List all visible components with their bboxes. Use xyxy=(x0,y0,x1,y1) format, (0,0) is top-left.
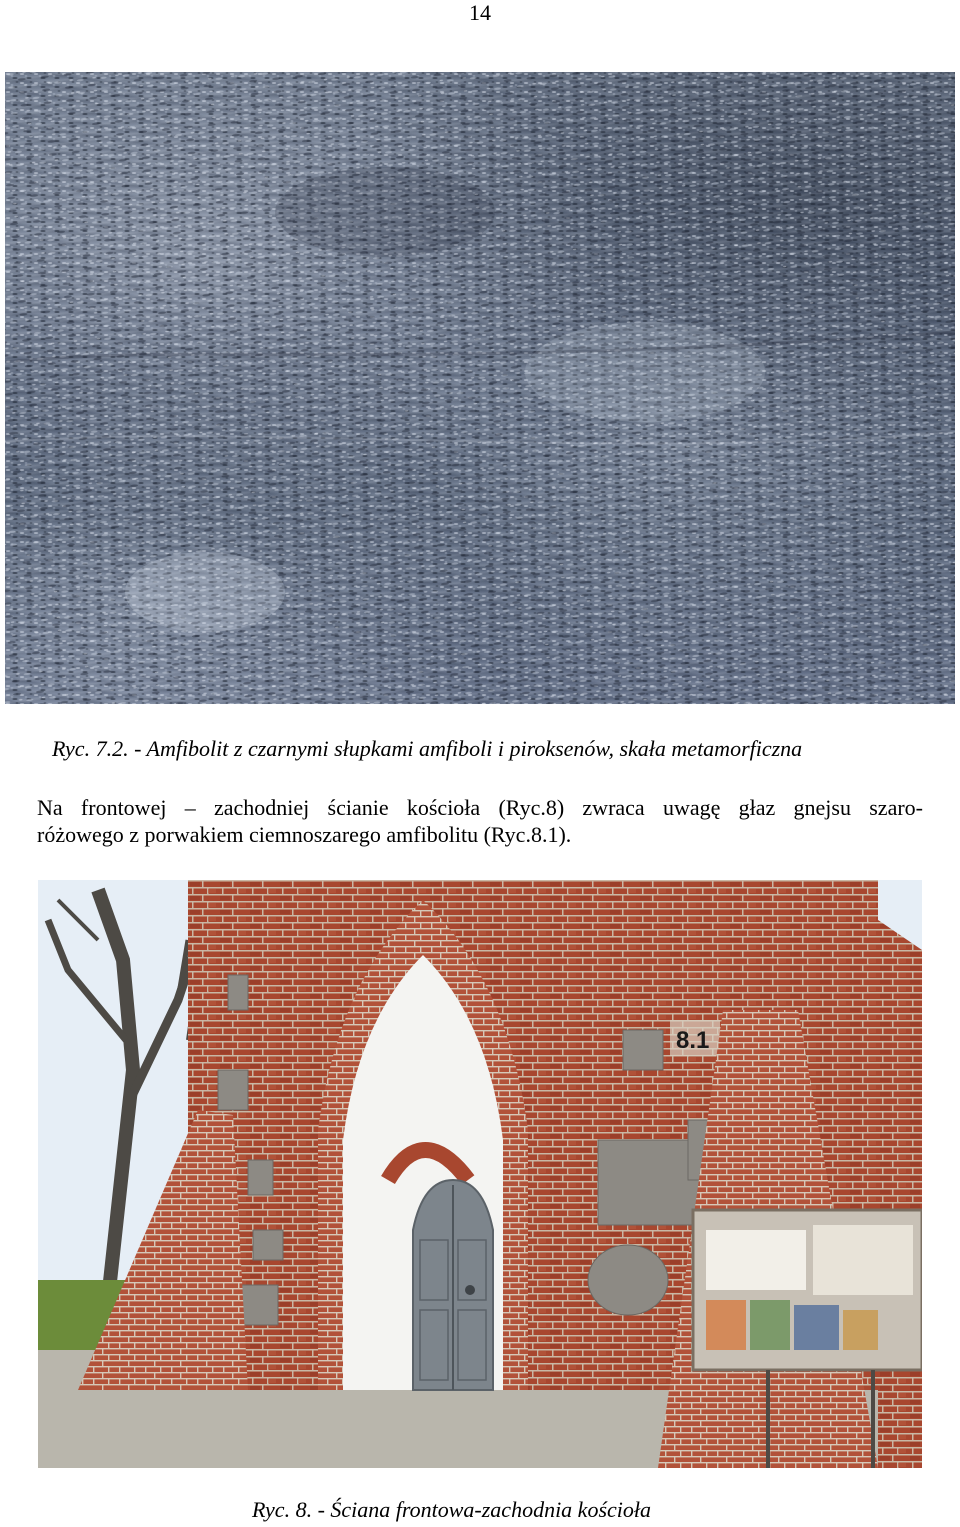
stone-label-8-1: 8.1 xyxy=(676,1027,710,1054)
amphibolite-rock-photo xyxy=(5,72,955,704)
rock-texture xyxy=(5,72,955,704)
figure-caption-church: Ryc. 8. - Ściana frontowa-zachodnia kościoła xyxy=(252,1497,651,1522)
body-paragraph xyxy=(37,794,923,848)
figure-caption-rock: Ryc. 7.2. - Amfibolit z czarnymi słupkami amfiboli i piroksenów, skała metamorficzna xyxy=(52,736,803,761)
church-west-wall-photo xyxy=(38,880,922,1468)
page-number: 14 xyxy=(469,0,491,25)
church-illustration xyxy=(38,880,922,1468)
paragraph-line-1: Na frontowej – zachodniej ścianie kościoła (Ryc.8) zwraca uwagę głaz gnejsu szaro- xyxy=(37,795,923,820)
paragraph-line-2: różowego z porwakiem ciemnoszarego amfibolitu (Ryc.8.1). xyxy=(37,822,572,847)
